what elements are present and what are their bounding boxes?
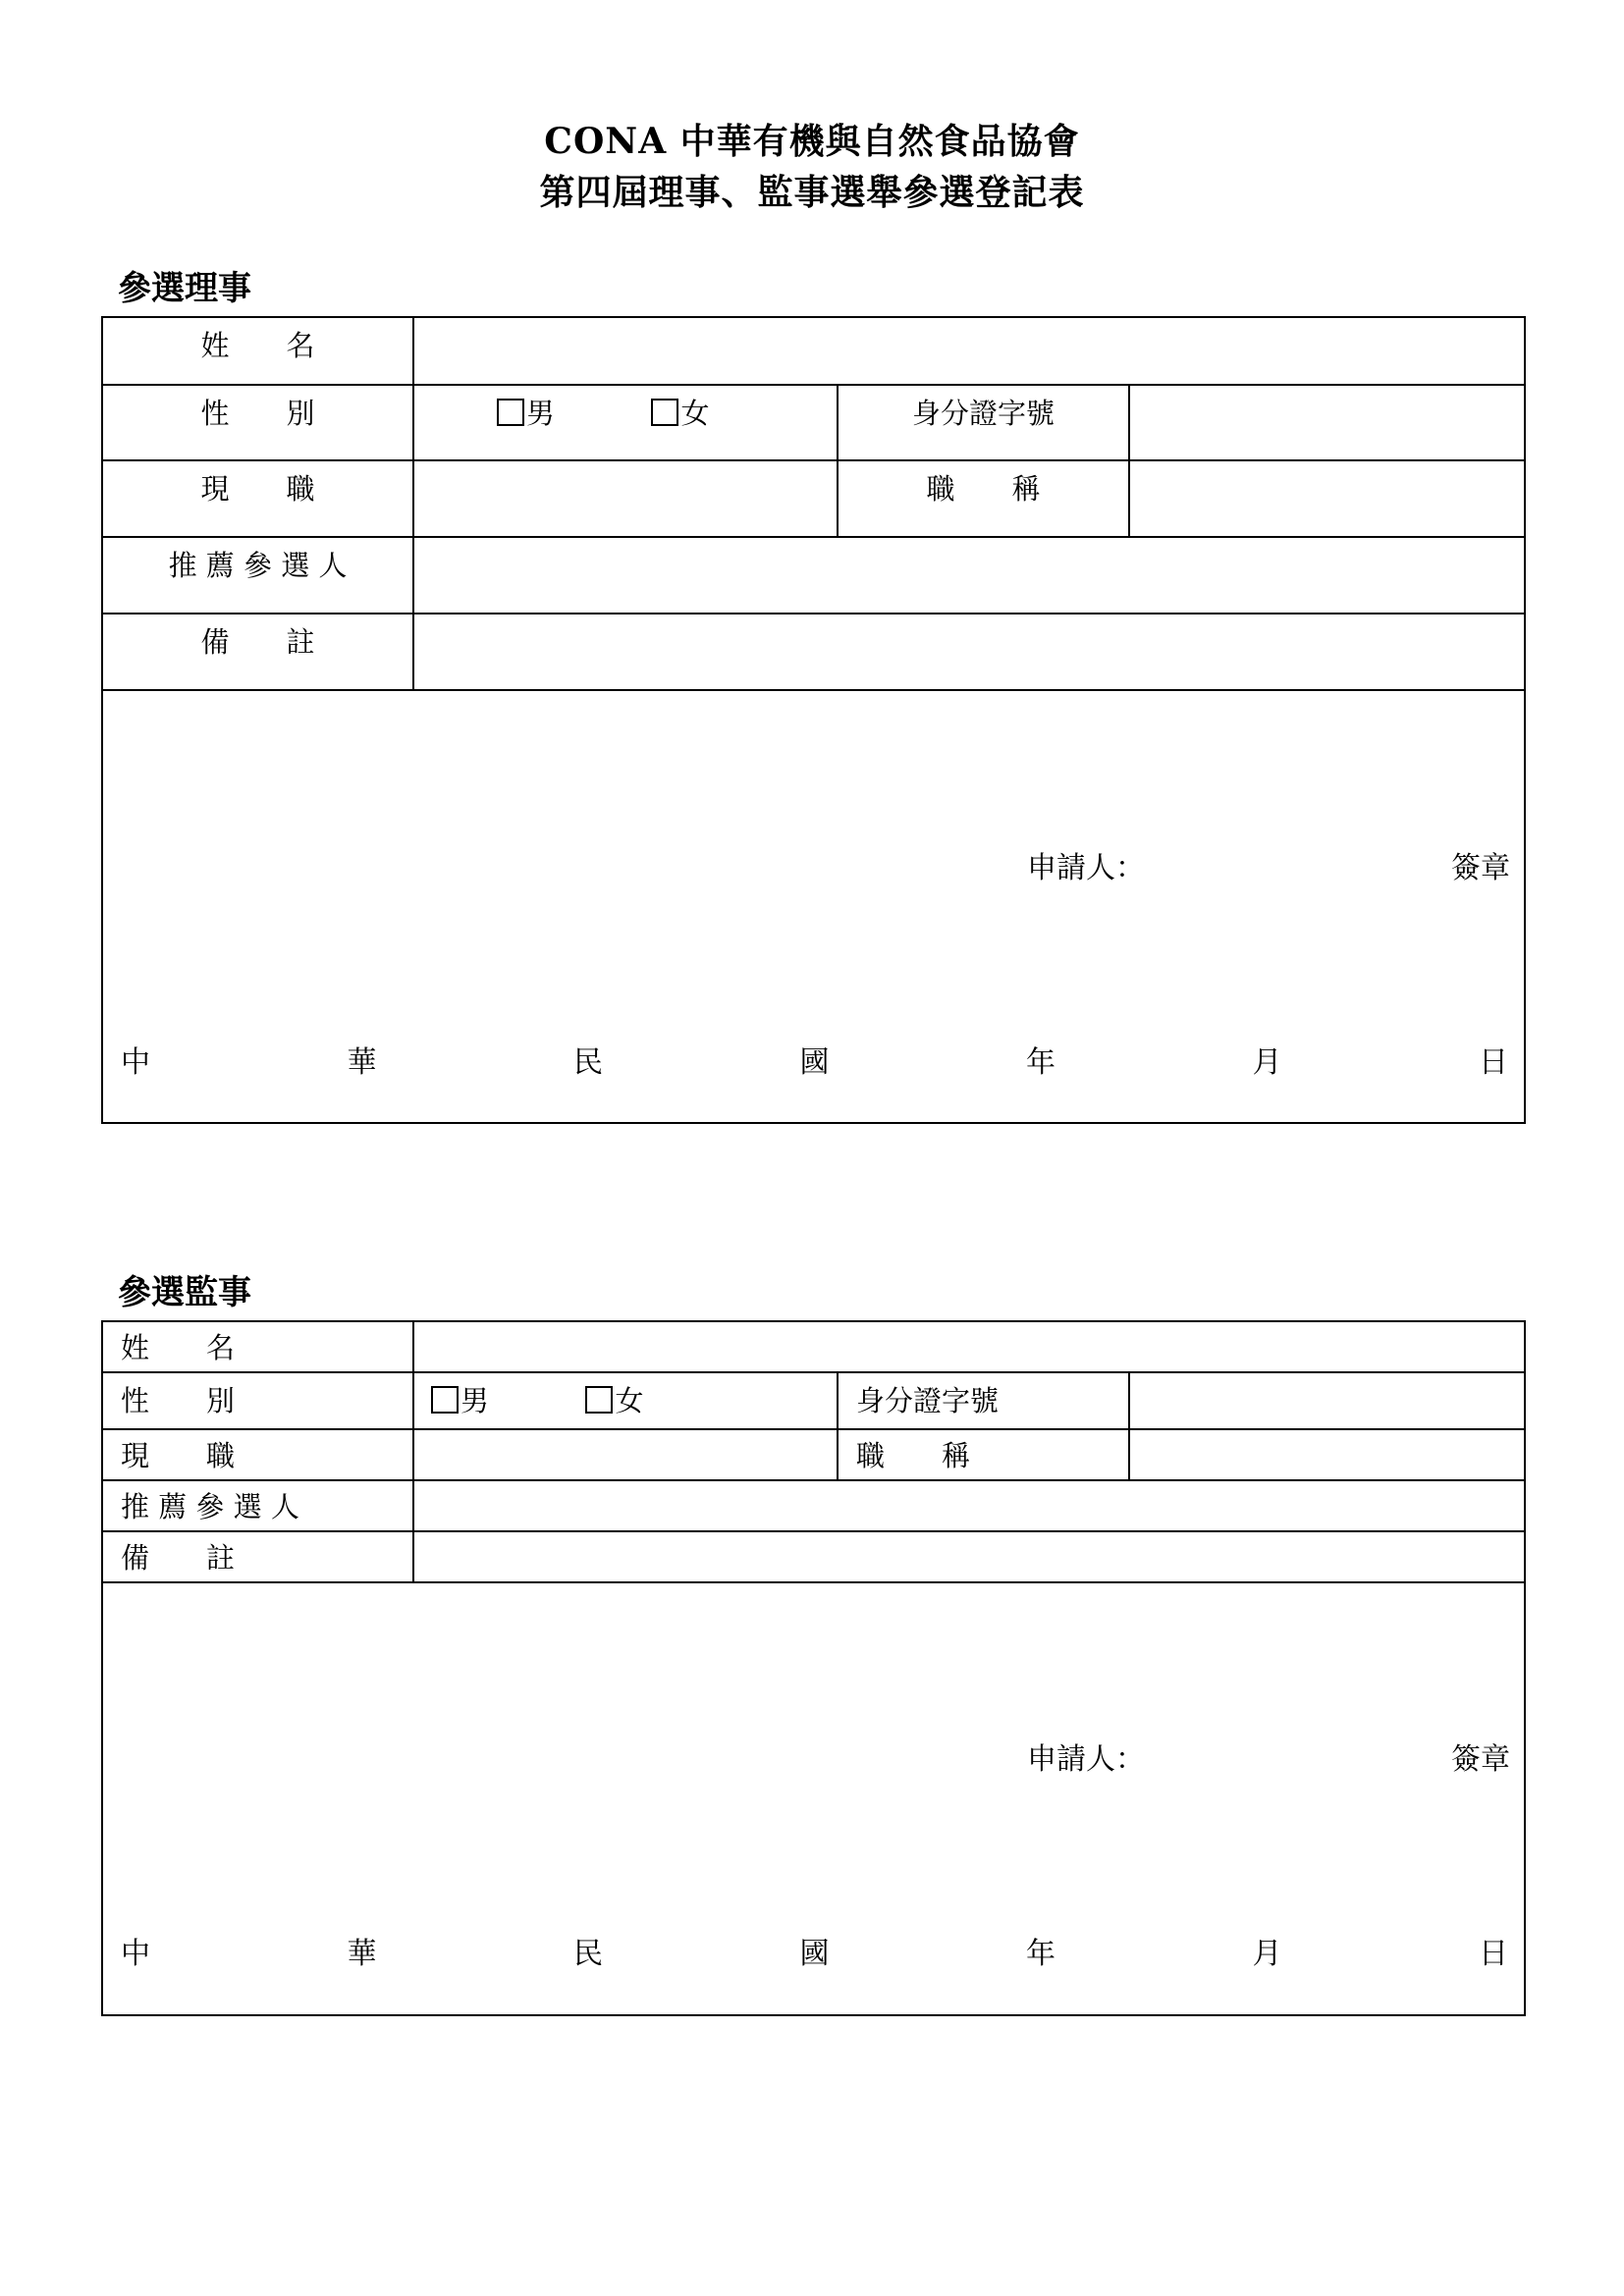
director-male-checkbox[interactable] <box>497 399 524 426</box>
director-job-field[interactable] <box>413 460 838 537</box>
supervisor-date-row <box>121 1929 1508 1972</box>
director-female-label: 女 <box>680 397 710 430</box>
supervisor-applicant-label: 申請人： <box>1027 1742 1145 1777</box>
director-sign-label: 簽章 <box>1451 851 1511 885</box>
director-section-heading: 參選理事 <box>118 269 251 308</box>
director-recommender-field[interactable] <box>413 537 1525 614</box>
date-part: 國 <box>799 1937 830 1971</box>
supervisor-female-checkbox[interactable] <box>585 1386 613 1414</box>
date-part: 華 <box>347 1937 377 1971</box>
date-part: 民 <box>573 1937 603 1971</box>
supervisor-remarks-label: 備 註 <box>102 1531 413 1582</box>
supervisor-job-label: 現 職 <box>102 1429 413 1480</box>
supervisor-name-row <box>102 1321 1525 1372</box>
date-part: 日 <box>1479 1045 1508 1080</box>
supervisor-female-label: 女 <box>615 1384 644 1417</box>
supervisor-male-label: 男 <box>460 1384 490 1417</box>
director-recommender-row <box>102 537 1525 614</box>
date-part: 中 <box>121 1045 150 1080</box>
supervisor-remarks-field[interactable] <box>413 1531 1525 1582</box>
director-female-checkbox[interactable] <box>651 399 678 426</box>
director-form-table <box>101 316 1526 1124</box>
supervisor-recommender-label: 推 薦 參 選 人 <box>102 1480 413 1531</box>
supervisor-signature-cell <box>102 1582 1525 2015</box>
director-remarks-row <box>102 614 1525 690</box>
director-id-label: 身分證字號 <box>838 385 1129 460</box>
supervisor-recommender-row <box>102 1480 1525 1531</box>
director-signature-cell <box>102 690 1525 1123</box>
supervisor-title-field[interactable] <box>1129 1429 1525 1480</box>
date-part: 中 <box>121 1937 150 1971</box>
supervisor-gender-row <box>102 1372 1525 1429</box>
date-part: 國 <box>799 1045 830 1080</box>
supervisor-name-label: 姓 名 <box>102 1321 413 1372</box>
supervisor-signature-row <box>102 1582 1525 2015</box>
director-name-field[interactable] <box>413 317 1525 385</box>
supervisor-sign-label: 簽章 <box>1451 1742 1511 1777</box>
director-title-field[interactable] <box>1129 460 1525 537</box>
director-name-label: 姓 名 <box>102 317 413 385</box>
director-signature-row <box>102 690 1525 1123</box>
director-title-label: 職 稱 <box>838 460 1129 537</box>
document-title-line1: CONA 中華有機與自然食品協會 <box>544 121 1080 162</box>
supervisor-remarks-row <box>102 1531 1525 1582</box>
supervisor-recommender-field[interactable] <box>413 1480 1525 1531</box>
date-part: 月 <box>1252 1045 1282 1080</box>
director-applicant-label: 申請人： <box>1027 851 1145 885</box>
date-part: 民 <box>573 1045 603 1080</box>
director-remarks-label: 備 註 <box>102 614 413 690</box>
date-part: 年 <box>1026 1045 1056 1080</box>
date-part: 月 <box>1252 1937 1282 1971</box>
director-job-label: 現 職 <box>102 460 413 537</box>
director-gender-row <box>102 385 1525 460</box>
supervisor-section-heading: 參選監事 <box>118 1273 251 1312</box>
director-job-row <box>102 460 1525 537</box>
supervisor-title-label: 職 稱 <box>838 1429 1129 1480</box>
director-gender-field <box>413 385 838 460</box>
supervisor-name-field[interactable] <box>413 1321 1525 1372</box>
supervisor-male-checkbox[interactable] <box>431 1386 459 1414</box>
director-remarks-field[interactable] <box>413 614 1525 690</box>
date-part: 年 <box>1026 1937 1056 1971</box>
director-recommender-label: 推 薦 參 選 人 <box>102 537 413 614</box>
document-title-line2: 第四屆理事、監事選舉參選登記表 <box>539 172 1085 213</box>
supervisor-gender-field <box>413 1372 838 1429</box>
director-id-field[interactable] <box>1129 385 1525 460</box>
date-part: 華 <box>347 1045 377 1080</box>
supervisor-id-label: 身分證字號 <box>838 1372 1129 1429</box>
supervisor-id-field[interactable] <box>1129 1372 1525 1429</box>
director-male-label: 男 <box>526 397 556 430</box>
date-part: 日 <box>1479 1937 1508 1971</box>
supervisor-form-table <box>101 1320 1526 2016</box>
supervisor-job-field[interactable] <box>413 1429 838 1480</box>
supervisor-job-row <box>102 1429 1525 1480</box>
director-name-row <box>102 317 1525 385</box>
supervisor-gender-label: 性 別 <box>102 1372 413 1429</box>
director-gender-label: 性 別 <box>102 385 413 460</box>
director-date-row <box>121 1038 1508 1081</box>
